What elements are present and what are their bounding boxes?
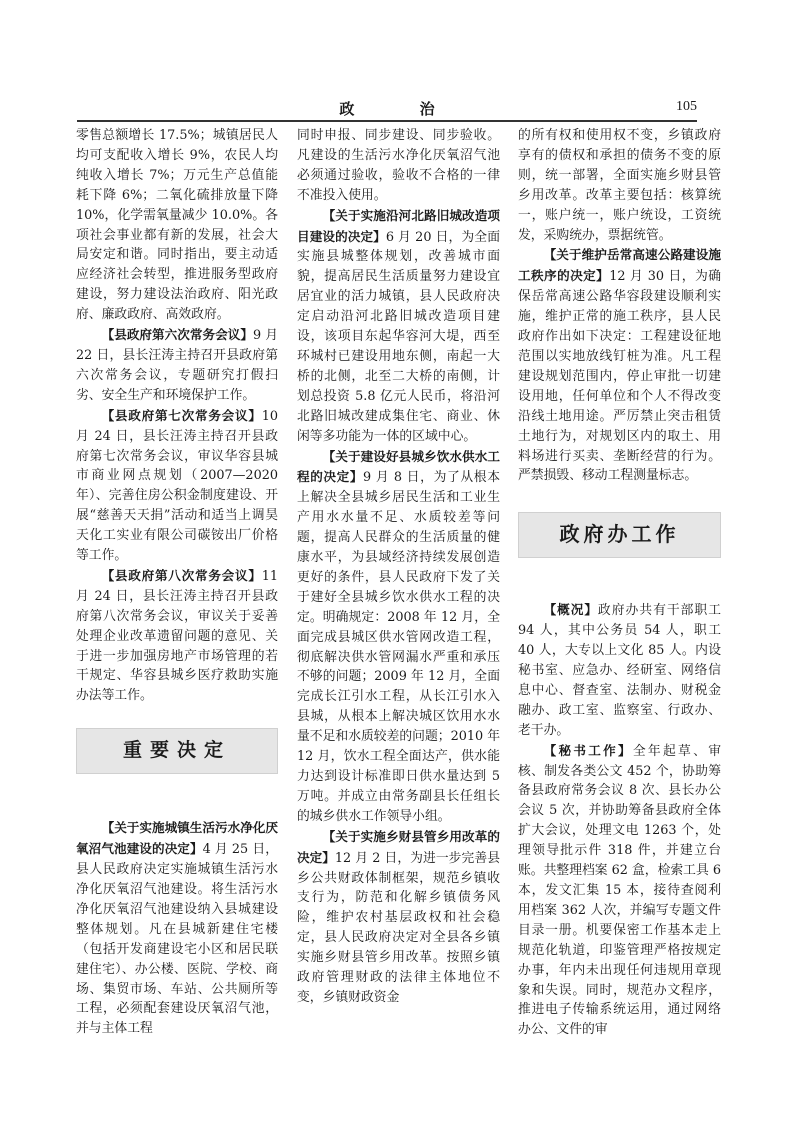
paragraph-text: 12 月 2 日，为进一步完善县乡公共财政体制框架，规范乡镇收支行为，防范和化解乡镇债务风险，维护农村基层政权和社会稳定，县人民政府决定对全县各乡镇实施乡财县管乡用改革。按照乡镇政府管理财政的法律主体地位不变，乡镇财政资金 xyxy=(297,850,500,1005)
paragraph-text: 政府办共有干部职工 94 人，其中公务员 54 人，职工 40 人，大专以上文化 85 人。内设秘书室、应急办、经研室、网络信息中心、督查室、法制办、财税金融办、政工室、监察室、行政办、老干办。 xyxy=(518,603,721,738)
running-header xyxy=(77,96,697,120)
paragraph-heading: 【关于实施沿河北路旧城改造项目建设的决定】 xyxy=(297,207,500,244)
paragraph xyxy=(518,600,721,740)
column-2 xyxy=(297,126,500,1008)
paragraph xyxy=(297,206,500,447)
paragraph xyxy=(297,447,500,827)
column-3 xyxy=(518,126,721,1040)
paragraph xyxy=(76,818,278,1039)
paragraph xyxy=(76,406,278,566)
paragraph-heading: 【概况】 xyxy=(543,602,598,618)
column-1 xyxy=(76,126,278,1039)
paragraph-heading: 【秘书工作】 xyxy=(543,742,633,758)
header-rule xyxy=(77,120,697,122)
paragraph xyxy=(518,245,721,486)
running-header-section: 政 治 xyxy=(339,100,465,118)
paragraph: 零售总额增长 17.5%；城镇居民人均可支配收入增长 9%，农民人均纯收入增长 7%；万元生产总值能耗下降 6%；二氧化硫排放量下降 10%，化学需氧量减少 10.0%。各项社会事业都有新的发展，社会大局安定和谐。同时指出，要主动适应经济社会转型，推进服务型政府建设，努力建设法治政府、阳光政府、廉政政府、高效政府。 xyxy=(76,128,278,323)
section-heading-government-office-work: 政府办工作 xyxy=(518,512,721,558)
paragraph-heading: 【关于实施乡财县管乡用改革的决定】 xyxy=(297,828,500,865)
paragraph-heading: 【关于建设好县城乡饮水供水工程的决定】 xyxy=(297,448,500,485)
paragraph-text: 9 月 22 日，县长汪涛主持召开县政府第六次常务会议，专题研究打假扫劣、安全生产和环境保护工作。 xyxy=(76,328,278,403)
paragraph: 的所有权和使用权不变，乡镇政府享有的债权和承担的债务不变的原则，统一部署，全面实施乡财县管乡用改革。改革主要包括：核算统一，账户统一，账户统设，工资统发，采购统办，票据统管。 xyxy=(518,128,721,243)
paragraph: 同时申报、同步建设、同步验收。凡建设的生活污水净化厌氧沼气池必须通过验收，验收不合格的一律不准投入使用。 xyxy=(297,128,500,203)
paragraph-text: 9 月 8 日，为了从根本上解决全县城乡居民生活和工业生产用水水量不足、水质较差等问题，提高人民群众的生活质量的健康水平，为县域经济持续发展创造更好的条件，县人民政府下发了关于建好全县城乡饮水供水工程的决定。明确规定：2008 年 12 月，全面完成县城区供水管网改造工程，彻底解决供水管网漏水严重和承压不够的问题；2009 年 12 月，全面完成长江引水工程，从长江引水入县城，从根本上解决城区饮用水水量不足和水质较差的问题；2010 年 12 月，饮水工程全面达产，供水能力达到设计标准即日供水量达到 5 万吨。并成立由常务副县长任组长的城乡供水工作领导小组。 xyxy=(297,470,500,824)
paragraph-heading: 【关于实施城镇生活污水净化厌氧沼气池建设的决定】 xyxy=(76,820,278,857)
paragraph xyxy=(76,325,278,406)
paragraph-text: 4 月 25 日，县人民政府决定实施城镇生活污水净化厌氧沼气池建设。将生活污水净化厌氧沼气池建设纳入县城建设整体规划。凡在县城新建住宅楼（包括开发商建设宅小区和居民联建住宅）、办公楼、医院、学校、商场、集贸市场、车站、公共厕所等工程，必须配套建设厌氧沼气池，并与主体工程 xyxy=(76,842,278,1037)
paragraph xyxy=(76,566,278,706)
section-heading-important-decisions: 重要决定 xyxy=(76,728,278,774)
paragraph-text: 12 月 30 日，为确保岳常高速公路华容段建设顺利实施，维护正常的施工秩序，县人民政府作出如下决定：工程建设征地范围以实地放线钉桩为准。凡工程建设规划范围内，停止审批一切建设用地，任何单位和个人不得改变沿线土地用途。严厉禁止突击租赁土地行为，对规划区内的取土、用料场进行买卖、垄断经营的行为。严禁损毁、移动工程测量标志。 xyxy=(518,269,721,484)
paragraph xyxy=(518,741,721,1041)
page-number: 105 xyxy=(676,99,697,114)
paragraph-text: 11 月 24 日，县长汪涛主持召开县政府第八次常务会议，审议关于妥善处理企业改革遗留问题的意见、关于进一步加强房地产市场管理的若干规定、华容县城乡医疗救助实施办法等工作。 xyxy=(76,568,278,704)
paragraph xyxy=(297,827,500,1008)
paragraph-text: 6 月 20 日，为全面实施县城整体规划，改善城市面貌，提高居民生活质量努力建设宜居宜业的活力城镇，县人民政府决定启动沿河北路旧城改造项目建设，该项目东起华容河大堤，西至环城村已建设用地东侧，南起一大桥的北侧，北至二大桥的南侧，计划总投资 5.8 亿元人民币，将沿河北路旧城改建成集住宅、商业、休闲等多功能为一体的区域中心。 xyxy=(297,229,500,444)
paragraph-heading: 【县政府第七次常务会议】 xyxy=(101,407,262,423)
paragraph-text: 10 月 24 日，县长汪涛主持召开县政府第七次常务会议，审议华容县城市商业网点规划（2007—2020 年）、完善住房公积金制度建设、开展“慈善天天捐”活动和适当上调昊天化工实业有限公司碳铵出厂价格等工作。 xyxy=(76,408,278,564)
paragraph-heading: 【县政府第六次常务会议】 xyxy=(101,327,253,343)
paragraph-heading: 【县政府第八次常务会议】 xyxy=(101,567,262,583)
paragraph-heading: 【关于维护岳常高速公路建设施工秩序的决定】 xyxy=(518,247,721,284)
paragraph-text: 全年起草、审核、制发各类公文 452 个，协助筹备县政府常务会议 8 次、县长办公会议 5 次，并协助筹备县政府全体扩大会议，处理文电 1263 个，处理领导批示件 318 件，并建立台账。共整理档案 62 盒，检索工具 6 本，发文汇集 15 本，接待查阅利用档案 362 人次，并编写专题文件目录一册。机要保密工作基本走上规范化轨道，印鉴管理严格按规定办事，年内未出现任何违规用章现象和失误。同时，规范办文程序，推进电子传输系统运用，通过网络办公、文件的审 xyxy=(518,743,722,1038)
